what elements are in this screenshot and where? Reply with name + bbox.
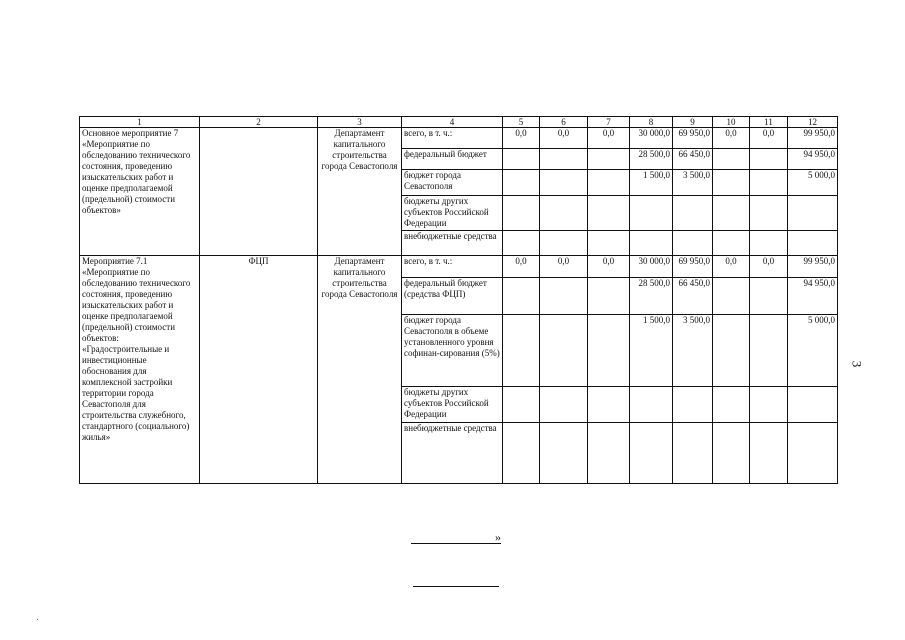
col-number: 12 [788,117,838,128]
value-cell: 1 500,0 [630,170,673,196]
value-cell [713,423,750,484]
value-cell [713,149,750,170]
value-cell [588,423,630,484]
value-cell [788,423,838,484]
value-cell: 0,0 [503,256,540,278]
value-cell [503,315,540,387]
value-cell [713,387,750,423]
program-cell [200,128,318,256]
value-cell [540,278,588,315]
value-cell [540,387,588,423]
value-cell [540,423,588,484]
executor-cell: Департамент капитального строительства города Севастополя [318,256,402,484]
value-cell [588,196,630,231]
value-cell [588,278,630,315]
value-cell [750,387,788,423]
value-cell: 1 500,0 [630,315,673,387]
value-cell [713,231,750,256]
executor-cell: Департамент капитального строительства города Севастополя [318,128,402,256]
closing-quote-line [411,531,501,544]
value-cell: 0,0 [750,128,788,149]
value-cell: 0,0 [540,128,588,149]
funding-source: бюджет города Севастополя в объеме установленного уровня софинан-сирования (5%) [402,315,503,387]
value-cell [750,315,788,387]
value-cell [588,231,630,256]
funding-source: бюджеты других субъектов Российской Федерации [402,196,503,231]
value-cell [750,278,788,315]
value-cell [588,387,630,423]
program-cell: ФЦП [200,256,318,484]
value-cell: 0,0 [540,256,588,278]
col-number: 7 [588,117,630,128]
value-cell: 30 000,0 [630,128,673,149]
activity-name: Мероприятие 7.1 «Мероприятие по обследованию технического состояния, проведению изыскательских работ и оценке предполагаемой (предельной) стоимости объектов: «Градостроительные и инвестиционные обоснования для комплексной застройки территории города Севастополя для строительства служебного, стандартного (социального) жилья» [80,256,200,484]
value-cell [788,387,838,423]
value-cell: 5 000,0 [788,170,838,196]
page-number: 3 [849,360,865,368]
column-number-row [80,117,838,128]
value-cell: 0,0 [588,128,630,149]
value-cell [630,231,673,256]
program-table [79,116,838,484]
value-cell [713,170,750,196]
value-cell [503,170,540,196]
value-cell: 3 500,0 [673,315,713,387]
value-cell: 30 000,0 [630,256,673,278]
activity-name: Основное мероприятие 7 «Мероприятие по обследованию технического состояния, проведению изыскательских работ и оценке предполагаемой (предельной) стоимости объектов» [80,128,200,256]
value-cell [503,149,540,170]
funding-source: всего, в т. ч.: [402,256,503,278]
value-cell: 0,0 [503,128,540,149]
col-number: 2 [200,117,318,128]
col-number: 8 [630,117,673,128]
col-number: 3 [318,117,402,128]
value-cell: 99 950,0 [788,256,838,278]
value-cell [673,387,713,423]
value-cell: 0,0 [713,256,750,278]
value-cell [588,170,630,196]
value-cell [630,387,673,423]
value-cell: 28 500,0 [630,278,673,315]
funding-source: федеральный бюджет [402,149,503,170]
col-number: 5 [503,117,540,128]
col-number: 10 [713,117,750,128]
value-cell: 0,0 [588,256,630,278]
value-cell [750,170,788,196]
value-cell [713,278,750,315]
value-cell [750,196,788,231]
value-cell [588,149,630,170]
col-number: 1 [80,117,200,128]
separator-line [413,586,499,587]
value-cell [503,387,540,423]
value-cell [713,315,750,387]
funding-source: внебюджетные средства [402,423,503,484]
value-cell [673,231,713,256]
value-cell: 94 950,0 [788,278,838,315]
value-cell [750,149,788,170]
value-cell [503,196,540,231]
value-cell [750,231,788,256]
value-cell [540,231,588,256]
funding-source: федеральный бюджет (средства ФЦП) [402,278,503,315]
funding-source: всего, в т. ч.: [402,128,503,149]
table-row [80,256,838,278]
value-cell [540,149,588,170]
value-cell [503,423,540,484]
funding-source: бюджеты других субъектов Российской Федерации [402,387,503,423]
col-number: 6 [540,117,588,128]
value-cell [673,423,713,484]
funding-source: бюджет города Севастополя [402,170,503,196]
value-cell: 99 950,0 [788,128,838,149]
value-cell [540,196,588,231]
value-cell: 66 450,0 [673,149,713,170]
value-cell [750,423,788,484]
value-cell [713,196,750,231]
value-cell: 5 000,0 [788,315,838,387]
scan-speck [37,619,38,620]
table-row [80,128,838,149]
value-cell: 0,0 [713,128,750,149]
value-cell [588,315,630,387]
value-cell: 94 950,0 [788,149,838,170]
value-cell [630,196,673,231]
col-number: 4 [402,117,503,128]
value-cell [788,196,838,231]
value-cell: 3 500,0 [673,170,713,196]
col-number: 9 [673,117,713,128]
value-cell: 0,0 [750,256,788,278]
value-cell: 69 950,0 [673,256,713,278]
value-cell: 69 950,0 [673,128,713,149]
value-cell [503,278,540,315]
col-number: 11 [750,117,788,128]
closing-quote: » [495,530,501,544]
value-cell [788,231,838,256]
value-cell [503,231,540,256]
value-cell: 66 450,0 [673,278,713,315]
value-cell: 28 500,0 [630,149,673,170]
value-cell [673,196,713,231]
value-cell [630,423,673,484]
value-cell [540,315,588,387]
funding-source: внебюджетные средства [402,231,503,256]
value-cell [540,170,588,196]
